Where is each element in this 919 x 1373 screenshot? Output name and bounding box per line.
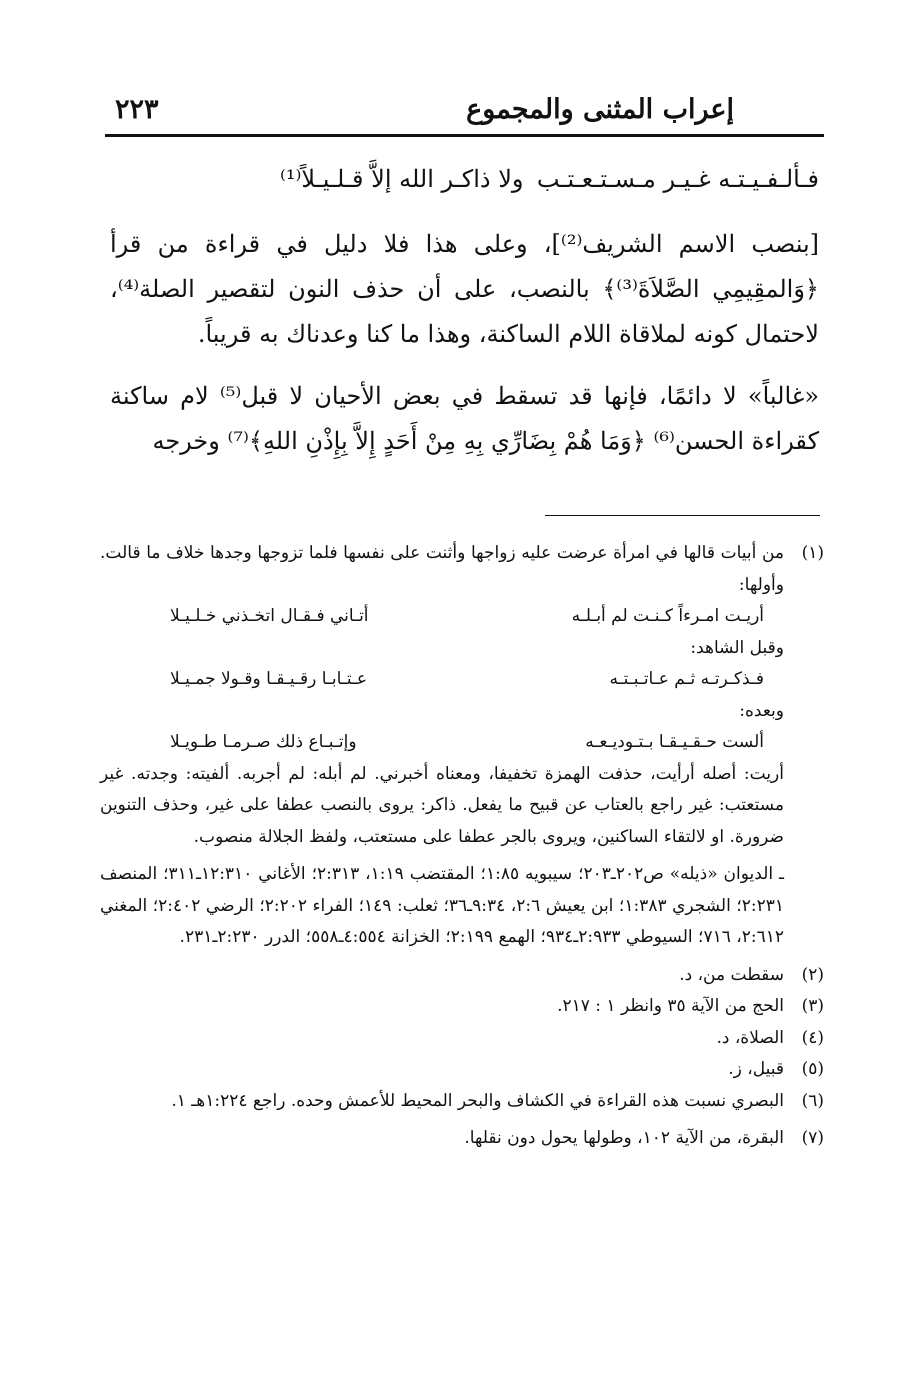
- footnote-7: [100, 1123, 824, 1155]
- poem-line-1: [100, 601, 784, 633]
- footnote-number: (٥): [801, 1059, 824, 1079]
- footnote-2: [100, 960, 824, 992]
- footnote-4: [100, 1023, 824, 1055]
- footnote-body: [100, 538, 784, 954]
- footnote-1: [100, 538, 824, 954]
- footnote-number: (٢): [801, 964, 824, 985]
- poem-hemistich: فـذكـرتـه ثـم عـاتـبـتـه: [609, 669, 764, 689]
- poem-line-2: [100, 664, 784, 696]
- footnotes: [100, 538, 824, 1155]
- verse-line: [110, 165, 819, 209]
- paragraph-1: [بنصب الاسم الشريف⁽²⁾]، وعلى هذا فلا دليل في قراءة من قرأ ﴿وَالمقِيمِي الصَّلاَةَ⁽³⁾﴾ بالنصب، على أن حذف النون لتقصير الصلة⁽⁴⁾، لاحتمال كونه لملاقاة اللام الساكنة، وهذا ما كنا وعدناك به قريباً.: [110, 230, 819, 348]
- after-label: وبعده:: [739, 700, 784, 721]
- footnote-body: الصلاة، د.: [716, 1027, 784, 1048]
- footnote-intro: من أبيات قالها في امرأة عرضت عليه زواجها وأثنت على نفسها فلما تزوجها وجدها خلاف ما قالت. وأولها:: [100, 543, 784, 595]
- footnote-number: (٣): [801, 996, 824, 1016]
- poem-hemistich: أتـاني فـقـال اتخـذني خـلـيـلا: [170, 606, 369, 626]
- footnote-explanation: أريت: أصله أرأيت، حذفت الهمزة تخفيفا، ومعناه أخبرني. لم أبله: لم أجربه. ألفيته: وجدته. غير مستعتب: غير راجع بالعتاب عن قبيح ما يفعل. ذاكر: يروى بالنصب عطفا على غير، وحذف التنوين ضرورة. او لالتقاء الساكنين، ويروى بالجر عطفا على مستعتب، ولفظ الجلالة منصوب.: [100, 763, 784, 847]
- footnote-3: [100, 991, 824, 1023]
- poem-hemistich: أريـت امـرءاً كـنـت لم أبـلـه: [571, 606, 764, 626]
- footnote-body: الحج من الآية ٣٥ وانظر ١ : ٢١٧.: [557, 996, 784, 1016]
- footnote-separator: [545, 515, 820, 516]
- poem-line-3: [100, 727, 784, 759]
- running-title: إعراب المثنى والمجموع: [466, 94, 734, 125]
- footnote-sources: ـ الديوان «ذيله» ص٢٠٢ـ٢٠٣؛ سيبويه ١:٨٥؛ المقتضب ١:١٩، ٢:٣١٣؛ الأغاني ١٢:٣١٠ـ٣١١؛ المنصف ٢:٢٣١؛ الشجري ١:٣٨٣؛ ابن يعيش ٢:٦، ٩:٣٤ـ٣٦؛ ثعلب: ١٤٩؛ الفراء ٢:٢٠٢؛ الرضي ٢:٤٠٢؛ المغني ٢:٦١٢، ٧١٦؛ السيوطي ٢:٩٣٣ـ٩٣٤؛ الهمع ٢:١٩٩؛ الخزانة ٤:٥٥٤ـ٥٥٨؛ الدرر ٢:٢٣٠ـ٢٣١.: [100, 864, 785, 947]
- before-label: وقبل الشاهد:: [690, 637, 784, 658]
- footnote-number: (٧): [801, 1128, 824, 1148]
- page-header: [105, 92, 824, 132]
- poem-hemistich: عـتـابـا رقـيـقـا وقـولا جمـيـلا: [170, 669, 368, 689]
- footnote-body: قبيل، ز.: [728, 1059, 784, 1079]
- footnote-body: سقطت من، د.: [679, 964, 784, 985]
- poem-hemistich: وإتـبـاع ذلك صـرمـا طـويـلا: [170, 732, 357, 752]
- footnote-body: البصري نسبت هذه القراءة في الكشاف والبحر المحيط للأعمش وحده. راجع ١:٢٢٤هـ ١.: [171, 1090, 784, 1111]
- header-rule: [105, 134, 824, 137]
- verse-hemistich-2: ولا ذاكـر الله إلاَّ قـلـيـلاً⁽¹⁾: [280, 165, 524, 193]
- poem-hemistich: ألست حـقـيـقـا بـتـوديـعـه: [585, 732, 764, 752]
- footnote-number: (١): [801, 543, 824, 563]
- paragraph-2: «غالباً» لا دائمًا، فإنها قد تسقط في بعض الأحيان لا قبل⁽⁵⁾ لام ساكنة كقراءة الحسن⁽⁶⁾ ﴿وَمَا هُمْ بِضَارِّي بِهِ مِنْ أَحَدٍ إِلاَّ بِإِذْنِ اللهِ﴾⁽⁷⁾ وخرجه: [110, 382, 820, 455]
- footnote-body: البقرة، من الآية ١٠٢، وطولها يحول دون نقلها.: [464, 1128, 784, 1148]
- footnote-number: (٦): [801, 1090, 824, 1111]
- verse-hemistich-1: فـألـفـيـتـه غـيـر مـسـتـعـتـب: [536, 165, 819, 193]
- footnote-6: [100, 1086, 824, 1118]
- page-number: ٢٢٣: [115, 94, 159, 125]
- footnote-number: (٤): [801, 1027, 824, 1048]
- footnote-5: [100, 1054, 824, 1086]
